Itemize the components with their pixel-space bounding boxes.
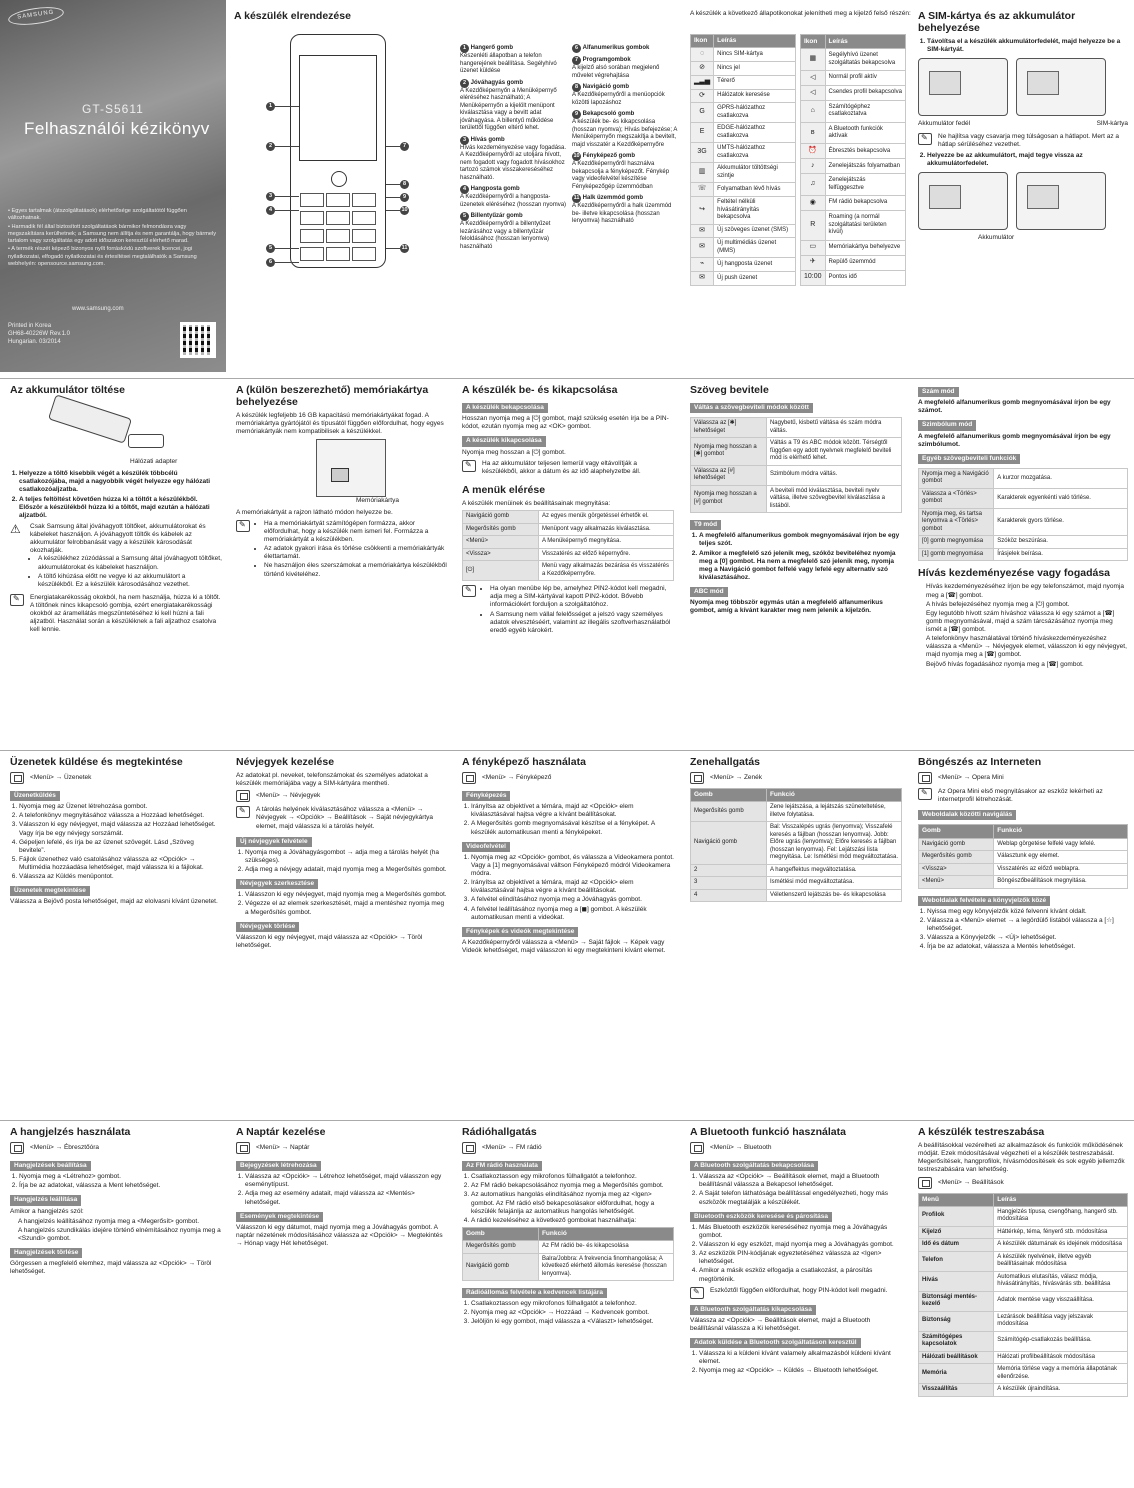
music-panel bbox=[690, 756, 902, 1116]
edge-icon: E bbox=[691, 123, 714, 143]
memcard-intro: A készülék legfeljebb 16 GB kapacitású memóriakártyákat fogad. A memóriakártya gyártójától és típusától függően előfordulhat, hogy egyes memóriakártyák nem kompatibilisek a készülékkel. bbox=[236, 412, 444, 436]
memcard-bullet: • Az adatok gyakori írása és törlése csökkenti a memóriakártyák élettartamát. bbox=[264, 545, 448, 561]
roaming-icon: R bbox=[801, 211, 826, 241]
legend-item: 4 Hangposta gomb A Kezdőképernyőről a hangposta-üzenetek eléréséhez (hosszan nyomva) bbox=[460, 186, 567, 208]
text-title: Szöveg bevitele bbox=[690, 384, 769, 396]
send-step: 5. Fájlok üzenethez való csatolásához válassza az <Opciók> → Multimédia hozzáadása lehetőséget, majd válassza ki a fájlokat. bbox=[19, 856, 222, 872]
camera-path: <Menü> → Fényképező bbox=[482, 774, 552, 781]
video-step: 4. A felvétel leállításához nyomja meg a [◼] gombot. A készülék automatikusan menti a videókat. bbox=[471, 906, 674, 922]
signal-icon: ▂▃▅ bbox=[691, 75, 714, 89]
event-view-text: Válasszon ki egy dátumot, majd nyomja meg a Jóváhagyás gombot. A naptár nézetének módosításához válassza az <Opciók> → Megtekintés → Hónap vagy Hét lehetőséget. bbox=[236, 1223, 443, 1248]
note-icon bbox=[918, 788, 932, 800]
edit-contact-step: 1. Válasszon ki egy névjegyet, majd nyomja meg a Megerősítés gombot. bbox=[245, 891, 448, 899]
note-icon bbox=[236, 520, 250, 532]
memcard-label: Memóriakártya bbox=[356, 496, 399, 504]
music-title: Zenehallgatás bbox=[690, 756, 761, 768]
radio-title: Rádióhallgatás bbox=[462, 1126, 537, 1138]
menu-icon bbox=[918, 1177, 932, 1189]
nav-key-icon bbox=[331, 171, 347, 187]
sim-title: A SIM-kártya és az akkumulátor behelyezése bbox=[918, 10, 1076, 35]
menu-icon bbox=[690, 1142, 704, 1154]
alarm-stop-bullet: • A hangjelzés szundikálás idejére történő elnémításához nyomja meg a <Szundi> gombot. bbox=[18, 1227, 222, 1243]
phone-screen bbox=[299, 55, 377, 161]
event-step: 1. Válassza az <Opciók> → Létrehoz lehetőséget, majd válasszon egy eseménytípust. bbox=[245, 1173, 448, 1189]
calls-title: Hívás kezdeményezése vagy fogadása bbox=[918, 567, 1111, 580]
menu-icon bbox=[10, 772, 24, 784]
text-input-panel-2 bbox=[918, 384, 1128, 744]
memcard-panel bbox=[236, 384, 448, 744]
contacts-intro: Az adatokat pl. neveket, telefonszámokat és személyes adatokat a készülék memóriájába vagy a SIM-kártyára mentheti. bbox=[236, 772, 428, 788]
power-off-text: Nyomja meg hosszan a [⏻] gombot. bbox=[462, 448, 566, 456]
alarm-set-bar: Hangjelzések beállítása bbox=[10, 1161, 91, 1171]
pc-connection-icon: ⌂ bbox=[801, 100, 826, 122]
bt-pair-step: 2. Válasszon ki egy eszközt, majd nyomja meg a Jóváhagyás gombot. bbox=[699, 1241, 902, 1249]
power-note: Ha az akkumulátor teljesen lemerül vagy eltávolítják a készülékből, akkor a dátum és az idő alaphelyzetbe áll. bbox=[482, 459, 641, 475]
bt-off-text: Válassza az <Opciók> → Beállítások elemet, majd a Bluetooth beállításnál válassza a Ki lehetőséget. bbox=[690, 1316, 871, 1332]
settings-path: <Menü> → Beállítások bbox=[938, 1178, 1004, 1186]
num-text: A megfelelő alfanumerikus gomb megnyomásával írjon be egy számot. bbox=[918, 399, 1111, 415]
alarm-icon: ⏰ bbox=[801, 144, 826, 159]
abc-text: Nyomja meg többször egymás után a megfelelő alfanumerikus gombot, amíg a kívánt karakter meg nem jelenik a kijelzőn. bbox=[690, 599, 883, 615]
send-step: 2. A telefonkönyv megnyitásához válassza a Hozzáad lehetőséget. bbox=[19, 812, 222, 820]
memcard-bullet: • Ha a memóriakártyát számítógépen formázza, akkor előfordulhat, hogy a készülék nem ismeri fel. Formázza a memóriakártyát a készülékben. bbox=[264, 520, 448, 544]
legend-item: 6 Alfanumerikus gombok bbox=[572, 44, 678, 53]
legend-item: 9 Bekapcsoló gomb A készülék be- és kikapcsolása (hosszan nyomva); Hívás befejezése; A Menüképernyőn megszakítja a bevitelt, majd visszatér a Kezdőképernyőre bbox=[572, 111, 678, 148]
bookmark-step: 3. Válassza a Könyvjelzők → <Új> lehetőséget. bbox=[927, 934, 1128, 942]
charging-bullet: • A töltő kihúzása előtt ne vegye ki az akkumulátort a készülékből. Ez a készülék károsodásához vezethet. bbox=[38, 573, 222, 589]
settings-title: A készülék testreszabása bbox=[918, 1126, 1045, 1138]
note-icon bbox=[690, 1287, 704, 1299]
callout-5: 5 bbox=[266, 244, 275, 253]
legend-item: 10 Fényképező gomb A Kezdőképernyőről használva bekapcsolja a fényképezőt. Fénykép vagy videofelvétel készítése Fényképezőgép üzemmódban bbox=[572, 153, 670, 190]
label-battery-cover: Akkumulátor fedél bbox=[918, 120, 971, 128]
menus-bullet: • A Samsung nem vállal felelősséget a jelszó vagy személyes adatok elvesztéséért, valamint az illegális szoftverhasználatból eredő egyéb károkért. bbox=[490, 611, 674, 635]
contacts-panel bbox=[236, 756, 448, 1116]
calendar-title: A Naptár kezelése bbox=[236, 1126, 326, 1138]
radio-fav-step: 2. Nyomja meg az <Opciók> → Hozzáad → Kedvencek gombot. bbox=[471, 1309, 674, 1317]
memcard-image bbox=[316, 439, 386, 497]
note-icon bbox=[462, 585, 476, 597]
charger-image bbox=[50, 400, 140, 458]
note-icon bbox=[236, 806, 250, 818]
layout-legend-left bbox=[460, 44, 568, 364]
video-bar: Videofelvétel bbox=[462, 842, 510, 852]
num-bar: Szám mód bbox=[918, 387, 959, 397]
no-signal-icon: ⊘ bbox=[691, 62, 714, 76]
adapter-label: Hálózati adapter bbox=[130, 458, 178, 466]
qr-code-icon bbox=[180, 322, 216, 358]
layout-legend-right bbox=[572, 44, 678, 364]
bt-on-bar: A Bluetooth szolgáltatás bekapcsolása bbox=[690, 1161, 818, 1171]
menu-icon bbox=[236, 790, 250, 802]
bookmark-step: 1. Nyissa meg egy könyvjelzők közé felvenni kívánt oldalt. bbox=[927, 908, 1128, 916]
charging-title: Az akkumulátor töltése bbox=[10, 384, 125, 396]
callout-10: 10 bbox=[401, 207, 408, 213]
warning-icon: ⚠ bbox=[10, 521, 21, 536]
music-table: Gomb Funkció Megerősítés gomb Zene lejátszása, a lejátszás szüneteltetése, illetve folytatása. Navigáció gomb Bal: Visszalépés ugrás (lenyomva); Visszafelé keresés a fájlban (hosszan lenyomva). Jobb: Előre ugrás (lenyomva); Előre keresés a fájlban (hosszan lenyomva). Fel: Lejátszási lista megnyitása. Le: Ismétlési mód megváltoztatása. 2 A hangeffektus megváltoztatása. 3 Ismétlési mód megváltoztatása. 4 Véletlenszerű lejátszás be- és kikapcsolása bbox=[690, 788, 902, 902]
messages-path: <Menü> → Üzenetek bbox=[30, 774, 92, 781]
t9-bar: T9 mód bbox=[690, 520, 721, 530]
bluetooth-panel bbox=[690, 1126, 902, 1486]
radio-step: 4. A rádió kezeléséhez a következő gombokat használhatja: bbox=[471, 1217, 674, 1225]
radio-path: <Menü> → FM rádió bbox=[482, 1144, 542, 1151]
radio-step: 1. Csatlakoztasson egy mikrofonos fülhallgatót a telefonhoz. bbox=[471, 1173, 674, 1181]
sym-text: A megfelelő alfanumerikus gomb megnyomásával írjon be egy szimbólumot. bbox=[918, 432, 1111, 448]
alarm-path: <Menü> → Ébresztőóra bbox=[30, 1144, 100, 1151]
layout-title: A készülék elrendezése bbox=[234, 10, 351, 22]
power-on-bar: A készülék bekapcsolása bbox=[462, 403, 548, 413]
send-bar: Üzenetküldés bbox=[10, 791, 60, 801]
callout-11: 11 bbox=[401, 245, 408, 251]
callout-2: 2 bbox=[266, 142, 275, 151]
icon-table-left: Ikon Leírás ◌ Nincs SIM-kártya ⊘ Nincs jel ▂▃▅ Térerő ⟳ Hálózatok keresése G GPRS-hálózathoz csatlakozva E EDGE-hálózathoz csatlakozva 3G UMTS-hálózathoz csatlakozva ▥ Akkumulátor töltöttségi szintje ☏ Folyamatban lévő hívás ↪ Feltétel nélküli hívásátirányítás bekapcsolva ✉ Új szöveges üzenet (SMS) ✉ Új multimédiás üzenet (MMS) ⌁ Új hangposta üzenet ✉ Új push üzenet bbox=[690, 34, 796, 286]
radio-step: 3. Az automatikus hangolás elindításához nyomja meg az <Igen> gombot. Az FM rádió első bekapcsolásakor előfordulhat, hogy a készülék felajánlja az automatikus hangolás lehetőségét. bbox=[471, 1191, 674, 1215]
contacts-note: A tárolás helyének kiválasztásához válassza a <Menü> → Névjegyek → <Opciók> → Beállítások → Saját névjegykártya elemet, majd válassza ki a tárolás helyét. bbox=[256, 806, 434, 830]
event-step: 2. Adja meg az esemény adatait, majd válassza az <Mentés> lehetőséget. bbox=[245, 1190, 448, 1206]
charging-note: Energiatakarékosság okokból, ha nem használja, húzza ki a töltőt. A töltőnek nincs kikapcsoló gombja, ezért energiatakarékossági okokból az áramellátás megszüntetéséhez ki kell húzni a fali aljzatból. Használat során a készüléknek a fali aljzathoz csatolva kell lennie. bbox=[30, 593, 221, 634]
calendar-path: <Menü> → Naptár bbox=[256, 1144, 310, 1151]
legend-item: 8 Navigáció gomb A Kezdőképernyőről a menüopciók közötti lapozáshoz bbox=[572, 84, 665, 106]
radio-panel bbox=[462, 1126, 674, 1486]
event-bar: Bejegyzések létrehozása bbox=[236, 1161, 321, 1171]
menu-icon bbox=[462, 1142, 476, 1154]
browser-path: <Menü> → Opera Mini bbox=[938, 774, 1004, 781]
new-contact-step: 1. Nyomja meg a Jóváhagyásgombot → adja meg a tárolás helyét (ha szükséges). bbox=[245, 849, 448, 865]
radio-use-bar: Az FM rádió használata bbox=[462, 1161, 542, 1171]
label-battery: Akkumulátor bbox=[978, 234, 1015, 241]
bluetooth-icon: ʙ bbox=[801, 122, 826, 144]
alarm-stop-bullet: • A hangjelzés leállításához nyomja meg a <Megerősít> gombot. bbox=[18, 1218, 222, 1226]
del-contact-text: Válasszon ki egy névjegyet, majd válassza az <Opciók> → Töröl lehetőséget. bbox=[236, 933, 423, 949]
bt-pair-bar: Bluetooth eszközök keresése és párosítása bbox=[690, 1212, 832, 1222]
bt-on-step: 2. A Saját telefon láthatósága beállítással engedélyezheti, hogy más eszközök megtalálják a készülékét. bbox=[699, 1190, 902, 1206]
sim-icon: ◌ bbox=[691, 48, 714, 62]
fm-radio-icon: ◉ bbox=[801, 196, 826, 211]
power-off-bar: A készülék kikapcsolása bbox=[462, 436, 546, 446]
legend-item: 3 Hívás gomb Hívás kezdeményezése vagy fogadása. A Kezdőképernyőről az utoljára hívott, nem fogadott vagy fogadott hívásokhoz tartozó számok visszakereséséhez használható. bbox=[460, 136, 567, 181]
gprs-icon: G bbox=[691, 103, 714, 123]
cover-note: • A termék részét képező bizonyos nyílt forráskódú szoftverek licencei, jogi nyilatkozatai, elfogadó nyilatkozatai és értesítései megtalálhatók a Samsung webhelyén: opensource.samsung.com. bbox=[8, 246, 220, 268]
alarm-set-step: 1. Nyomja meg a <Létrehoz> gombot. bbox=[19, 1173, 222, 1181]
charging-warning: Csak Samsung által jóváhagyott töltőket, akkumulátorokat és kábeleket használjon. A jóváhagyott töltők és kábelek az akkumulátor felrobbanását vagy a készülék károsodását okozhatják. bbox=[30, 522, 206, 555]
browser-table: Gomb Funkció Navigáció gomb Weblap görgetése felfelé vagy lefelé. Megerősítés gomb Választunk egy elemet. <Vissza> Visszatérés az előző weblapra. <Menü> Böngészőbeállítások megnyitása. bbox=[918, 824, 1128, 888]
memory-card-icon: ▭ bbox=[801, 240, 826, 255]
icons-intro: A készülék a következő állapotikonokat jelenítheti meg a kijelző felső részén: bbox=[690, 10, 911, 17]
calls-bullet: • A telefonkönyv használatával történő híváskezdeményezéshez válassza a <Menü> → Névjegyek elemet, válasszon ki egy névjegyet, majd nyomja meg a [☎] gombot. bbox=[926, 635, 1128, 659]
callout-4: 4 bbox=[266, 206, 275, 215]
mms-icon: ✉ bbox=[691, 238, 714, 258]
text-input-panel bbox=[690, 384, 902, 744]
sim-step-2: 2. Helyezze be az akkumulátort, majd tegye vissza az akkumulátorfedelet. bbox=[927, 152, 1128, 168]
normal-profile-icon: ◁ bbox=[801, 71, 826, 86]
clock-icon: 10:00 bbox=[801, 270, 826, 285]
calls-bullet: • Hívás kezdeményezéséhez írjon be egy telefonszámot, majd nyomja meg a [☎] gombot. bbox=[926, 583, 1128, 599]
settings-table: Menü Leírás Profilok Hangjelzés típusa, csengőhang, hangerő stb. módosítása Kijelző Háttérkép, téma, fényerő stb. módosítása Idő és dátum A készülék dátumának és idejének módosítása Telefon A készülék nyelvének, illetve egyéb beállításainak módosítása Hívás Automatikus elutasítás, válasz módja, hívásátirányítás, hívásvárás stb. beállítása Biztonsági mentés-kezelő Adatok mentése vagy visszaállítása. Biztonság Lezárások beállítása vagy jelszavak módosítása Számítógépes kapcsolatok Számítógép-csatlakozás beállítása. Hálózati beállítások Hálózati profilbeállítások módosítása Memória Memória törlése vagy a memória állapotának ellenőrzése. Visszaállítás A készülék újraindítása. bbox=[918, 1193, 1128, 1397]
photo-step: 2. A Megerősítés gomb megnyomásával készítse el a fényképet. A készülék automatikusan menti a fényképeket. bbox=[471, 820, 674, 836]
abc-bar: ABC mód bbox=[690, 587, 728, 597]
send-step: 6. Válassza az Küldés menüpontot. bbox=[19, 873, 222, 881]
bluetooth-path: <Menü> → Bluetooth bbox=[710, 1144, 772, 1151]
text-mode-table: Válassza az [✱] lehetőséget Nagybetű, kisbetű váltása és szám módra váltás. Nyomja meg hosszan a [✱] gombot Váltás a T9 és ABC módok között. Térségtől függően egy adott nyelvnek megfelelő beviteli mód is elérhető lehet. Válassza az [#] lehetőséget Szimbólum módra váltás. Nyomja meg hosszan a [#] gombot A beviteli mód kiválasztása, beviteli nyelv váltása, illetve szövegbevitel kiválasztása a listából. bbox=[690, 417, 902, 513]
browser-panel bbox=[918, 756, 1128, 1116]
callout-6: 6 bbox=[266, 258, 275, 267]
camera-title: A fényképező használata bbox=[462, 756, 586, 768]
cover-note: • Harmadik fél által biztosított szolgáltatások bármikor felmondásra vagy megszakításra kerülhetnek; a Samsung nem állítja és nem garantálja, hogy bármely tartalom vagy szolgáltatás egy adott időszakon keresztül elérhető marad. bbox=[8, 224, 220, 246]
bt-send-step: 1. Válassza ki a küldeni kívánt valamely alkalmazásból küldeni kívánt elemet. bbox=[699, 1350, 902, 1366]
print-info bbox=[8, 322, 70, 346]
menu-icon bbox=[690, 772, 704, 784]
doc-date: Hungarian. 03/2014 bbox=[8, 339, 61, 346]
voicemail-icon: ⌁ bbox=[691, 258, 714, 272]
music-pause-icon: ♫ bbox=[801, 174, 826, 196]
note-icon bbox=[918, 133, 932, 145]
charging-step: 1. Helyezze a töltő kisebbik végét a készülék többcélú csatlakozójába, majd a nagyobbik végét helyezze egy hálózati csatlakozóaljzatba. bbox=[19, 470, 222, 494]
cover-title: Felhasználói kézikönyv bbox=[24, 119, 210, 138]
contacts-path: <Menü> → Névjegyek bbox=[256, 792, 321, 800]
cover-panel bbox=[0, 0, 226, 372]
messages-panel bbox=[10, 756, 222, 1116]
legend-item: 5 Billentyűzár gomb A Kezdőképernyőről a billentyűzet lezárásához vagy a billentyűzár feloldásához (hosszan lenyomva) használható bbox=[460, 213, 551, 250]
alarm-stop-intro: Amikor a hangjelzés szól: bbox=[10, 1207, 84, 1215]
bookmark-step: 2. Válassza a <Menü> elemet → a legördülő listából válassza a [☆] lehetőséget. bbox=[927, 917, 1128, 933]
bt-on-step: 1. Válassza az <Opciók> → Beállítások elemet, majd a Bluetooth beállításnál válassza a Bekapcsol lehetőséget. bbox=[699, 1173, 902, 1189]
menu-icon bbox=[10, 1142, 24, 1154]
menu-icon bbox=[918, 772, 932, 784]
icons-panel bbox=[690, 10, 912, 370]
sos-icon: ▦ bbox=[801, 49, 826, 71]
callout-7: 7 bbox=[400, 142, 409, 151]
bookmark-step: 4. Írja be az adatokat, válassza a Mentés lehetőséget. bbox=[927, 943, 1128, 951]
view-bar: Üzenetek megtekintése bbox=[10, 886, 90, 896]
alarm-del-bar: Hangjelzések törlése bbox=[10, 1248, 82, 1258]
cover-attach-image bbox=[1016, 172, 1106, 230]
silent-profile-icon: ◁ bbox=[801, 86, 826, 101]
cover-removal-image bbox=[918, 58, 1008, 116]
note-icon bbox=[462, 460, 476, 472]
settings-intro: A beállításokkal vezérelheti az alkalmazások és funkciók működésének módját. Ezek módosításával végezheti el a készülék testreszabását. Megerősítések, hangprofilok, hívásmódosítések és sok egyéb jellemzők testreszabására van lehetőség. bbox=[918, 1142, 1125, 1174]
battery-insert-image bbox=[918, 172, 1008, 230]
browser-title: Böngészés az Interneten bbox=[918, 756, 1042, 768]
call-icon: ☏ bbox=[691, 183, 714, 197]
memcard-title: A (külön beszerezhető) memóriakártya behelyezése bbox=[236, 384, 429, 409]
menu-icon bbox=[236, 1142, 250, 1154]
bt-pair-step: 1. Más Bluetooth eszközök kereséséhez nyomja meg a Jóváhagyás gombot. bbox=[699, 1224, 902, 1240]
other-bar: Egyéb szövegbeviteli funkciók bbox=[918, 454, 1020, 464]
music-play-icon: ♪ bbox=[801, 159, 826, 174]
video-step: 2. Irányítsa az objektívet a témára, majd az <Opciók> elem kiválasztásával hajtsa végre a kívánt beállításokat. bbox=[471, 879, 674, 895]
phone-diagram bbox=[290, 34, 386, 268]
label-sim-card: SIM-kártya bbox=[1096, 120, 1128, 128]
new-contact-step: 2. Adja meg a névjegy adatait, majd nyomja meg a Megerősítés gombot. bbox=[245, 866, 448, 874]
callout-9: 9 bbox=[400, 193, 409, 202]
radio-fav-step: 3. Jelöljön ki egy gombot, majd válassza a <Választ> lehetőséget. bbox=[471, 1318, 674, 1326]
alarm-stop-bar: Hangjelzés leállítása bbox=[10, 1195, 81, 1205]
bt-note: Eszköztől függően előfordulhat, hogy PIN-kódot kell megadni. bbox=[710, 1286, 888, 1294]
sim-note: Ne hajlítsa vagy csavarja meg túlságosan a hátlapot. Mert az a hátlap sérüléséhez vezethet. bbox=[938, 132, 1120, 148]
send-step: 1. Nyomja meg az Üzenet létrehozása gombot. bbox=[19, 803, 222, 811]
printed-in: Printed in Korea bbox=[8, 323, 52, 329]
legend-item: 1 Hangerő gomb Készenléti állapotban a telefon hangerejének beállítása. Segélyhívó üzenet küldése bbox=[460, 45, 557, 74]
bluetooth-title: A Bluetooth funkció használata bbox=[690, 1126, 846, 1138]
alarm-set-step: 2. Írja be az adatokat, válassza a Ment lehetőséget. bbox=[19, 1182, 222, 1190]
forward-icon: ↪ bbox=[691, 197, 714, 225]
sim-step-1: 1. Távolítsa el a készülék akkumulátorfedelét, majd helyezze be a SIM-kártyát. bbox=[927, 38, 1128, 54]
menus-title: A menük elérése bbox=[462, 483, 546, 496]
alarm-panel bbox=[10, 1126, 222, 1486]
model-name: GT-S5611 bbox=[82, 102, 144, 116]
new-contact-bar: Új névjegyek felvétele bbox=[236, 837, 312, 847]
radio-fav-step: 1. Csatlakoztasson egy mikrofonos fülhallgatót a telefonhoz. bbox=[471, 1300, 674, 1308]
cover-notes bbox=[8, 208, 220, 269]
icon-table-right: Ikon Leírás ▦ Segélyhívó üzenet szolgáltatás bekapcsolva ◁ Normál profil aktív ◁ Csendes profil bekapcsolva ⌂ Számítógéphez csatlakoztatva ʙ A Bluetooth funkciók aktívak ⏰ Ébresztés bekapcsolva ♪ Zenelejátszás folyamatban ♫ Zenelejátszás felfüggesztve ◉ FM rádió bekapcsolva R Roaming (a normál szolgáltatási területen kívül) ▭ Memóriakártya behelyezve ✈ Repülő üzemmód 10:00 Pontos idő bbox=[800, 34, 906, 286]
radio-step: 2. Az FM rádió bekapcsolásához nyomja meg a Megerősítés gombot. bbox=[471, 1182, 674, 1190]
bookmark-bar: Weboldalak felvétele a könyvjelzők közé bbox=[918, 896, 1050, 906]
event-view-bar: Események megtekintése bbox=[236, 1212, 323, 1222]
del-contact-bar: Névjegyek törlése bbox=[236, 922, 299, 932]
sim-insert-image bbox=[1016, 58, 1106, 116]
gallery-bar: Fényképek és videók megtekintése bbox=[462, 927, 578, 937]
bt-off-bar: A Bluetooth szolgáltatás kikapcsolása bbox=[690, 1305, 816, 1315]
callout-1: 1 bbox=[266, 102, 275, 111]
calendar-panel bbox=[236, 1126, 448, 1486]
radio-table: Gomb Funkció Megerősítés gomb Az FM rádió be- és kikapcsolása Navigáció gomb Balra/Jobbra: A frekvencia finomhangolása; A következő elérhető állomás keresése (hosszan lenyomva). bbox=[462, 1227, 674, 1281]
menus-bullet: • Ha olyan menübe lép be, amelyhez PIN2-kódot kell megadni, adja meg a SIM-kártyával kapott PIN2-kódot. Bővebb információkért forduljon a szolgáltatóhoz. bbox=[490, 585, 674, 609]
calls-bullet: • Bejövő hívás fogadásához nyomja meg a [☎] gombot. bbox=[926, 661, 1128, 669]
umts-icon: 3G bbox=[691, 143, 714, 163]
bt-send-bar: Adatok küldése a Bluetooth szolgáltatáson keresztül bbox=[690, 1338, 861, 1348]
other-input-table: Nyomja meg a Navigáció gombot A kurzor mozgatása. Válassza a <Törlés> gombot Karakterek egyenkénti való törlése. Nyomja meg, és tartsa lenyomva a <Törlés> gombot Karakterek gyors törlése. [0] gomb megnyomása Szóköz beszúrása. [1] gomb megnyomása Írásjelek beírása. bbox=[918, 468, 1128, 562]
browser-note: Az Opera Mini első megnyitásakor az eszköz lekérheti az internetprofil létrehozását. bbox=[938, 788, 1103, 804]
menu-icon bbox=[462, 772, 476, 784]
settings-panel bbox=[918, 1126, 1128, 1486]
power-panel bbox=[462, 384, 674, 744]
edit-contact-step: 2. Végezze el az elemek szerkesztését, majd a mentéshez nyomja meg a Megerősítés gombot. bbox=[245, 900, 448, 916]
send-step: 3. Válasszon ki egy névjegyet, majd válassza az Hozzáad lehetőséget. Vagy írja be egy névjegy sorszámát. bbox=[19, 821, 222, 837]
search-network-icon: ⟳ bbox=[691, 89, 714, 103]
send-step: 4. Gépeljen lefelé, és írja be az üzenet szövegét. Lásd „Szöveg bevitele”. bbox=[19, 839, 222, 855]
charging-bullet: • A készülékhez zúzódással a Samsung által jóváhagyott töltőket, akkumulátorokat és kábeleket használjon. bbox=[38, 555, 222, 571]
messages-title: Üzenetek küldése és megtekintése bbox=[10, 756, 183, 768]
phone-keypad bbox=[299, 167, 377, 261]
t9-step: 2. Amikor a megfelelő szó jelenik meg, szóköz beviteléhez nyomja meg a [0] gombot. Ha nem a megfelelő szó jelenik meg, nyomja meg a Navigáció gombot felfelé vagy lefelé egy alternatív szó kiválasztásához. bbox=[699, 550, 902, 583]
camera-panel bbox=[462, 756, 674, 1116]
legend-item: 11 Halk üzemmód gomb A Kezdőképernyőről a halk üzemmód be- illetve kikapcsolása (hosszan lenyomva) használható bbox=[572, 195, 672, 224]
radio-fav-bar: Rádióállomás felvétele a kedvencek listájára bbox=[462, 1288, 607, 1298]
charging-step: 2. A teljes feltöltést követően húzza ki a töltőt a készülékből. Először a készülékből húzza ki a töltőt, majd ezután a hálózati aljzatból. bbox=[19, 496, 222, 520]
note-icon bbox=[10, 594, 24, 606]
menus-table: Navigáció gomb Az egyes menük görgetéssel érhetők el. Megerősítés gomb Menüpont vagy alkalmazás kiválasztása. <Menü> A Menüképernyő megnyitása. <Vissza> Visszatérés az előző képernyőre. [⏻] Menü vagy alkalmazás bezárása és visszatérés a Kezdőképernyőre. bbox=[462, 510, 674, 581]
menus-intro: A készülék menüinek és beállításainak megnyitása: bbox=[462, 500, 611, 507]
callout-3: 3 bbox=[266, 192, 275, 201]
samsung-logo: SAMSUNG bbox=[7, 4, 65, 28]
calls-bullet: • A hívás befejezéséhez nyomja meg a [⏻] gombot. bbox=[926, 601, 1128, 609]
alarm-title: A hangjelzés használata bbox=[10, 1126, 131, 1138]
memcard-bullet: • Ne használjon éles szerszámokat a memóriakártya készülékből történő kivételéhez. bbox=[264, 562, 448, 578]
video-step: 3. A felvétel elindításához nyomja meg a Jóváhagyás gombot. bbox=[471, 896, 674, 904]
contacts-title: Névjegyek kezelése bbox=[236, 756, 335, 768]
video-step: 1. Nyomja meg az <Opciók> gombot, és válassza a Videokamera pontot. Vagy a [1] megnyomásával váltson Fényképező módról Videokamera módra. bbox=[471, 854, 674, 878]
memcard-step: A memóriakártyát a rajzon látható módon helyezze be. bbox=[236, 508, 393, 516]
text-mode-bar: Váltás a szövegbeviteli módok között bbox=[690, 403, 813, 413]
view-text: Válassza a Bejövő posta lehetőséget, majd az elolvasni kívánt üzenetet. bbox=[10, 898, 218, 906]
bt-pair-step: 4. Amikor a másik eszköz elfogadja a csatlakozást, a párosítás megtörténik. bbox=[699, 1267, 902, 1283]
callout-8: 8 bbox=[400, 180, 409, 189]
power-title: A készülék be- és kikapcsolása bbox=[462, 384, 618, 396]
sim-panel bbox=[918, 10, 1128, 370]
charging-panel bbox=[10, 384, 222, 744]
web-nav-bar: Weboldalak közötti navigálás bbox=[918, 810, 1016, 820]
edit-contact-bar: Névjegyek szerkesztése bbox=[236, 879, 318, 889]
website-link[interactable]: www.samsung.com bbox=[72, 306, 124, 312]
legend-item: 7 Programgombok A kijelző alsó sorában megjelenő művelet végrehajtása bbox=[572, 57, 660, 79]
gallery-text: A Kezdőképernyőről válassza a <Menü> → Saját fájlok → Képek vagy Videók lehetőséget, majd válasszon ki egy megtekinteni kívánt elemet. bbox=[462, 938, 666, 955]
cover-note: • Egyes tartalmak (átszolgáltatások) elérhetősége szolgáltatótól függően változhatnak. bbox=[8, 208, 220, 223]
doc-code: GH68-40226W Rev.1.0 bbox=[8, 331, 70, 338]
legend-item: 2 Jóváhagyás gomb A Kezdőképernyőn a Menüképernyő eléréséhez használható; A Menüképernyőn a kijelölt menüpont kiválasztása vagy a bevitt adat jóváhagyása. A billentyű működése területtől függően eltérő lehet. bbox=[460, 79, 557, 131]
sym-bar: Szimbólum mód bbox=[918, 420, 976, 430]
push-message-icon: ✉ bbox=[691, 272, 714, 286]
photo-bar: Fényképezés bbox=[462, 791, 510, 801]
music-path: <Menü> → Zenék bbox=[710, 774, 763, 781]
calls-bullet: • Egy legutóbb hívott szám híváshoz válassza ki egy számot a [☎] gomb megnyomásával, majd a szám tárcsázásához nyomja meg ismét a [☎] gombot. bbox=[926, 610, 1128, 634]
sms-icon: ✉ bbox=[691, 224, 714, 238]
t9-step: 1. A megfelelő alfanumerikus gombok megnyomásával írjon be egy teljes szót. bbox=[699, 532, 902, 548]
bt-pair-step: 3. Az eszközök PIN-kódjának egyeztetéséhez válassza az <Igen> lehetőséget. bbox=[699, 1250, 902, 1266]
photo-step: 1. Irányítsa az objektívet a témára, majd az <Opciók> elem kiválasztásával hajtsa végre a kívánt beállításokat. bbox=[471, 803, 674, 819]
bt-send-step: 2. Nyomja meg az <Opciók> → Küldés → Bluetooth lehetőséget. bbox=[699, 1367, 902, 1375]
power-on-text: Hosszan nyomja meg a [⏻] gombot, majd szükség esetén írja be a PIN-kódot, ezután nyomja meg az <OK> gombot. bbox=[462, 415, 669, 431]
battery-icon: ▥ bbox=[691, 163, 714, 183]
flight-mode-icon: ✈ bbox=[801, 255, 826, 270]
alarm-del-text: Görgessen a megfelelő elemhez, majd válassza az <Opciók> → Töröl lehetőséget. bbox=[10, 1260, 212, 1276]
